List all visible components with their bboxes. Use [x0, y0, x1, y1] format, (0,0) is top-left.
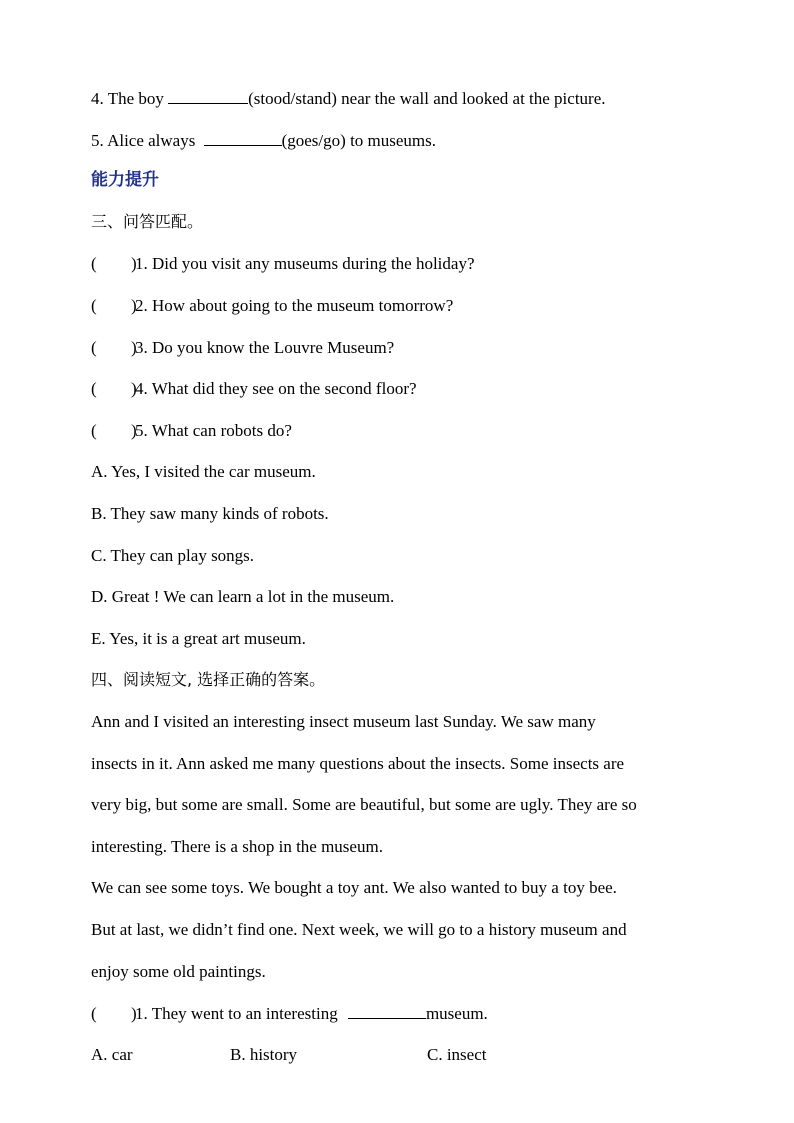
- answer-bracket[interactable]: ( ): [91, 1004, 137, 1023]
- answer-blank[interactable]: [348, 1003, 426, 1019]
- section-heading: 能力提升: [91, 170, 159, 190]
- option-a[interactable]: A. car: [91, 1045, 133, 1064]
- passage-line: interesting. There is a shop in the museum.: [91, 837, 383, 856]
- match-question: [91, 338, 394, 358]
- match-question: [91, 379, 417, 399]
- fill-question-5: [91, 130, 436, 151]
- question-text: The boy: [107, 89, 164, 108]
- choice-hint: (goes/go): [281, 131, 346, 150]
- question-text: museum.: [425, 1004, 488, 1023]
- question-text: to museums.: [350, 131, 437, 150]
- question-number: 5.: [91, 131, 104, 150]
- question-text: 1. They went to an interesting: [135, 1004, 338, 1023]
- match-question: [91, 254, 475, 274]
- answer-bracket[interactable]: ( ): [91, 421, 137, 440]
- match-answer: D. Great ! We can learn a lot in the museum.: [91, 587, 395, 606]
- question-text: Alice always: [107, 131, 196, 150]
- passage-line: But at last, we didn’t find one. Next week, we will go to a history museum and: [91, 920, 627, 939]
- question-text: 4. What did they see on the second floor?: [135, 379, 417, 398]
- passage-line: very big, but some are small. Some are beautiful, but some are ugly. They are so: [91, 795, 637, 814]
- question-text: 1. Did you visit any museums during the holiday?: [135, 254, 475, 273]
- match-answer: E. Yes, it is a great art museum.: [91, 629, 306, 648]
- question-text: 3. Do you know the Louvre Museum?: [135, 338, 395, 357]
- answer-bracket[interactable]: ( ): [91, 254, 137, 273]
- passage-line: enjoy some old paintings.: [91, 962, 266, 981]
- part4-title: 四、阅读短文, 选择正确的答案。: [91, 670, 326, 689]
- reading-question: [91, 1003, 488, 1024]
- passage-line: We can see some toys. We bought a toy ant. We also wanted to buy a toy bee.: [91, 878, 617, 897]
- question-text: 2. How about going to the museum tomorrow?: [135, 296, 454, 315]
- passage-line: insects in it. Ann asked me many questions about the insects. Some insects are: [91, 754, 625, 773]
- part3-title: 三、问答匹配。: [91, 212, 204, 231]
- question-number: 4.: [91, 89, 104, 108]
- question-text: 5. What can robots do?: [135, 421, 292, 440]
- option-b[interactable]: B. history: [230, 1045, 298, 1064]
- option-c[interactable]: C. insect: [427, 1045, 487, 1064]
- answer-bracket[interactable]: ( ): [91, 338, 137, 357]
- answer-bracket[interactable]: ( ): [91, 379, 137, 398]
- match-question: [91, 296, 453, 316]
- options-row: [91, 1045, 487, 1065]
- match-answer: B. They saw many kinds of robots.: [91, 504, 329, 523]
- answer-blank[interactable]: [204, 130, 282, 146]
- choice-hint: (stood/stand): [248, 89, 337, 108]
- match-answer: C. They can play songs.: [91, 546, 255, 565]
- fill-question-4: [91, 88, 606, 109]
- match-answer: A. Yes, I visited the car museum.: [91, 462, 316, 481]
- match-question: [91, 421, 292, 441]
- question-text: near the wall and looked at the picture.: [341, 89, 606, 108]
- answer-bracket[interactable]: ( ): [91, 296, 137, 315]
- answer-blank[interactable]: [168, 88, 248, 104]
- passage-line: Ann and I visited an interesting insect museum last Sunday. We saw many: [91, 712, 596, 731]
